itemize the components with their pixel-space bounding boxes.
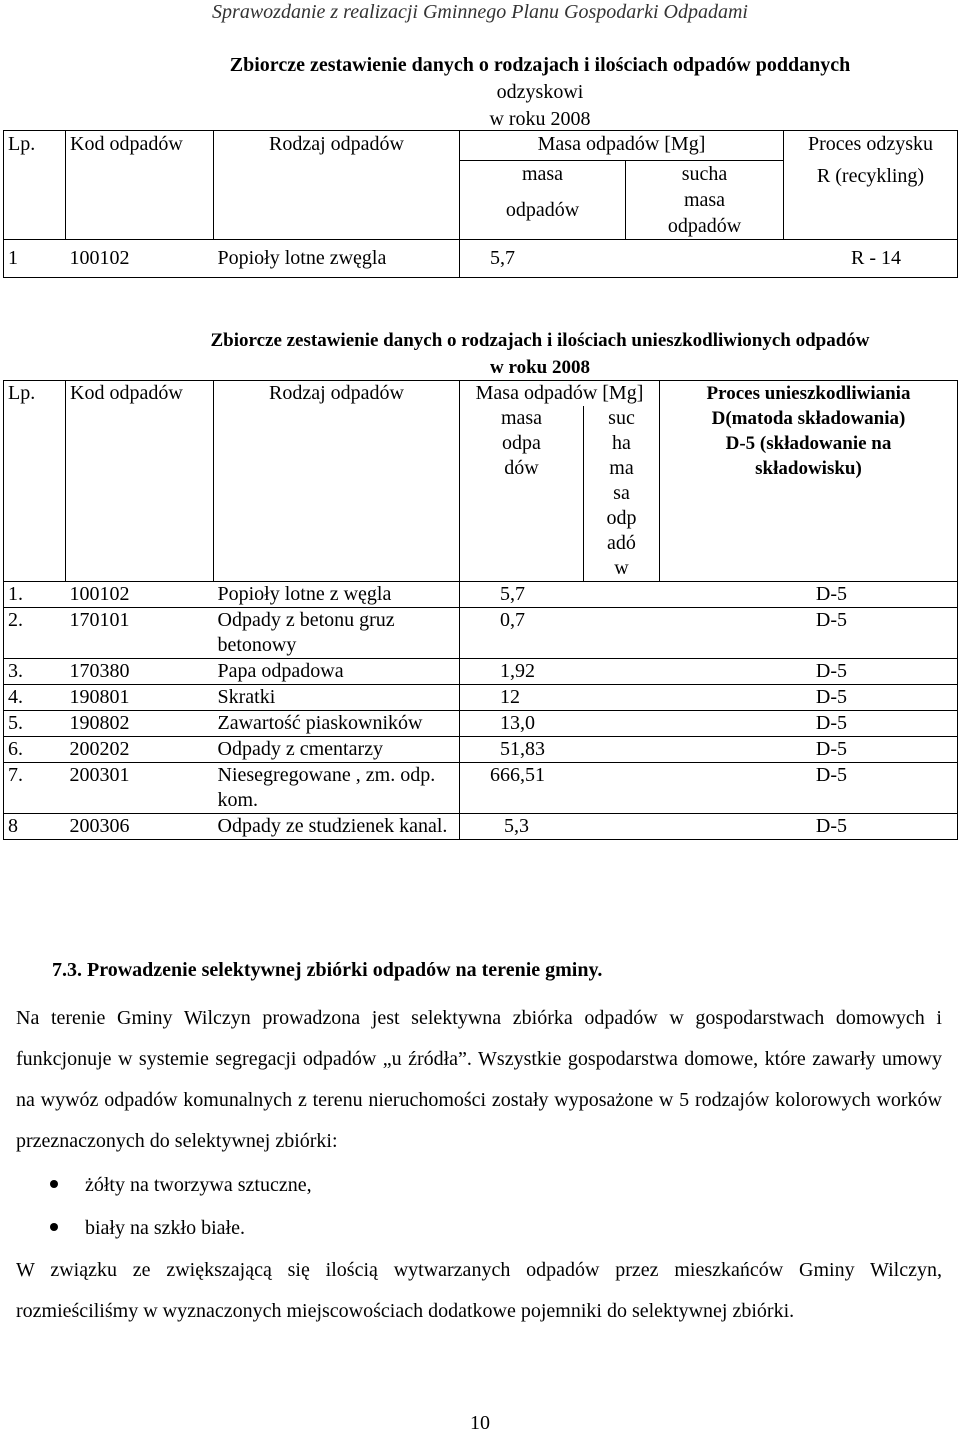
t1-sub-sucha-l1: sucha bbox=[681, 163, 728, 185]
table1-title-line3: w roku 2008 bbox=[489, 108, 591, 130]
t2-sub-sucha-6: w bbox=[614, 557, 629, 579]
table1-title-line2: odzyskowi bbox=[496, 81, 584, 103]
t1-cell-kod: 100102 bbox=[66, 240, 214, 278]
t2-r5-rodzaj: Odpady z cmentarzy bbox=[214, 737, 460, 763]
t1-sub-masa-l1: masa bbox=[521, 163, 564, 185]
t2-r1-lp: 2. bbox=[4, 608, 66, 659]
table-row bbox=[4, 582, 958, 608]
t2-r4-kod: 190802 bbox=[66, 711, 214, 737]
t2-sub-sucha-4: odp bbox=[606, 507, 637, 529]
t1-header-proces: Proces odzysku bbox=[784, 131, 958, 161]
t2-r6-kod: 200301 bbox=[66, 763, 214, 814]
bullet-icon bbox=[50, 1223, 58, 1231]
t1-cell-lp: 1 bbox=[4, 240, 66, 278]
table1-title-line1: Zbiorcze zestawienie danych o rodzajach i ilościach odpadów poddanych bbox=[229, 54, 851, 76]
t2-r4-masa: 13,0 bbox=[460, 711, 660, 737]
table-row bbox=[4, 685, 958, 711]
t2-r0-rodzaj: Popioły lotne z węgla bbox=[214, 582, 460, 608]
table-row bbox=[4, 608, 958, 659]
t2-r6-lp: 7. bbox=[4, 763, 66, 814]
t2-r3-lp: 4. bbox=[4, 685, 66, 711]
recovery-table bbox=[3, 130, 958, 278]
t2-sub-sucha-2: ma bbox=[609, 457, 634, 479]
t1-sub-masa-l2: odpadów bbox=[505, 199, 580, 221]
paragraph-2: W związku ze zwiększającą się ilością wytwarzanych odpadów przez mieszkańców Gminy Wilczyn, rozmieściliśmy w wyznaczonych miejscowościach dodatkowe pojemniki do selektywnej zbiórki. bbox=[16, 1259, 942, 1322]
table-row bbox=[4, 763, 958, 814]
t2-r0-lp: 1. bbox=[4, 582, 66, 608]
t2-r3-masa: 12 bbox=[460, 685, 660, 711]
t2-r6-proces: D-5 bbox=[660, 763, 958, 814]
t2-r4-rodzaj: Zawartość piaskowników bbox=[214, 711, 460, 737]
disposal-table bbox=[3, 380, 958, 840]
t1-sub-sucha-l3: odpadów bbox=[667, 215, 742, 237]
t2-r2-proces: D-5 bbox=[660, 659, 958, 685]
bullet-text-0: żółty na tworzywa sztuczne, bbox=[85, 1174, 312, 1196]
t1-sub-proces: R (recykling) bbox=[784, 161, 958, 240]
t2-header-kod: Kod odpadów bbox=[66, 381, 214, 582]
t2-sub-sucha-0: suc bbox=[608, 407, 635, 429]
t2-r7-proces: D-5 bbox=[660, 814, 958, 840]
t2-r1-masa: 0,7 bbox=[460, 608, 660, 659]
t2-r4-proces: D-5 bbox=[660, 711, 958, 737]
table-row bbox=[4, 659, 958, 685]
table2-title-line2: w roku 2008 bbox=[490, 357, 590, 378]
t2-r3-proces: D-5 bbox=[660, 685, 958, 711]
t2-sub-sucha-5: adó bbox=[607, 532, 636, 554]
t2-sub-sucha-1: ha bbox=[612, 432, 631, 454]
t1-header-masa: Masa odpadów [Mg] bbox=[460, 131, 784, 161]
t2-sub-masa bbox=[460, 406, 584, 582]
table-row bbox=[4, 814, 958, 840]
t2-header-rodzaj: Rodzaj odpadów bbox=[214, 381, 460, 582]
table1-title bbox=[150, 52, 930, 133]
t2-proces-l3: D-5 (składowanie na bbox=[725, 433, 892, 454]
t2-r1-proces: D-5 bbox=[660, 608, 958, 659]
t2-sub-masa-0: masa bbox=[500, 407, 543, 429]
t1-sub-sucha bbox=[626, 161, 784, 240]
bullet-item bbox=[50, 1213, 245, 1243]
t2-sub-masa-2: dów bbox=[504, 457, 539, 479]
t2-header-masa: Masa odpadów [Mg] bbox=[460, 381, 660, 407]
t2-r0-kod: 100102 bbox=[66, 582, 214, 608]
page-number: 10 bbox=[470, 1412, 490, 1434]
t2-r5-lp: 6. bbox=[4, 737, 66, 763]
t2-r7-rodzaj: Odpady ze studzienek kanal. bbox=[214, 814, 460, 840]
t2-r7-lp: 8 bbox=[4, 814, 66, 840]
t2-r5-proces: D-5 bbox=[660, 737, 958, 763]
t2-r1-rodzaj: Odpady z betonu gruz betonowy bbox=[214, 608, 460, 659]
table2-title-line1: Zbiorcze zestawienie danych o rodzajach i ilościach unieszkodliwionych odpadów bbox=[210, 330, 870, 351]
t2-r7-masa: 5,3 bbox=[460, 814, 660, 840]
t2-r4-lp: 5. bbox=[4, 711, 66, 737]
t2-r3-kod: 190801 bbox=[66, 685, 214, 711]
t2-proces-l2: D(matoda składowania) bbox=[711, 408, 906, 429]
t1-sub-masa bbox=[460, 161, 626, 240]
t2-r0-proces: D-5 bbox=[660, 582, 958, 608]
t2-r5-kod: 200202 bbox=[66, 737, 214, 763]
t2-r1-kod: 170101 bbox=[66, 608, 214, 659]
t2-r7-kod: 200306 bbox=[66, 814, 214, 840]
section-heading: 7.3. Prowadzenie selektywnej zbiórki odpadów na terenie gminy. bbox=[52, 959, 603, 981]
t2-proces-l1: Proces unieszkodliwiania bbox=[706, 383, 911, 404]
t2-r5-masa: 51,83 bbox=[460, 737, 660, 763]
t1-header-kod: Kod odpadów bbox=[66, 131, 214, 161]
t2-r6-rodzaj: Niesegregowane , zm. odp. kom. bbox=[214, 763, 460, 814]
t2-r2-masa: 1,92 bbox=[460, 659, 660, 685]
bullet-text-1: biały na szkło białe. bbox=[85, 1217, 245, 1239]
t2-sub-masa-1: odpa bbox=[502, 432, 541, 454]
table-row bbox=[4, 711, 958, 737]
table2-title bbox=[150, 327, 930, 381]
running-header: Sprawozdanie z realizacji Gminnego Planu Gospodarki Odpadami bbox=[212, 1, 748, 23]
t2-sub-sucha-3: sa bbox=[613, 482, 630, 504]
paragraph-1: Na terenie Gminy Wilczyn prowadzona jest selektywna zbiórka odpadów w gospodarstwach domowych i funkcjonuje w systemie segregacji odpadów „u źródła”. Wszystkie gospodarstwa domowe, które zawarły umowy na wywóz odpadów komunalnych z terenu nieruchomości zostały wyposażone w 5 rodzajów kolorowych worków przeznaczonych do selektywnej zbiórki: bbox=[16, 1007, 942, 1152]
table-row bbox=[4, 737, 958, 763]
t1-cell-rodzaj: Popioły lotne zwęgla bbox=[214, 240, 460, 278]
t1-header-rodzaj: Rodzaj odpadów bbox=[214, 131, 460, 161]
t2-header-lp: Lp. bbox=[4, 381, 66, 582]
t2-sub-sucha bbox=[584, 406, 660, 582]
t2-r2-lp: 3. bbox=[4, 659, 66, 685]
t1-cell-proces: R - 14 bbox=[784, 240, 958, 278]
bullet-item bbox=[50, 1170, 312, 1200]
t2-r2-kod: 170380 bbox=[66, 659, 214, 685]
t2-r3-rodzaj: Skratki bbox=[214, 685, 460, 711]
t1-cell-masa: 5,7 bbox=[460, 240, 784, 278]
t2-r6-masa: 666,51 bbox=[460, 763, 660, 814]
bullet-icon bbox=[50, 1180, 58, 1188]
t2-header-proces bbox=[660, 381, 958, 582]
t2-r0-masa: 5,7 bbox=[460, 582, 660, 608]
t2-r2-rodzaj: Papa odpadowa bbox=[214, 659, 460, 685]
t1-sub-sucha-l2: masa bbox=[683, 189, 726, 211]
t2-proces-l4: składowisku) bbox=[755, 458, 862, 479]
t1-header-lp: Lp. bbox=[4, 131, 66, 161]
